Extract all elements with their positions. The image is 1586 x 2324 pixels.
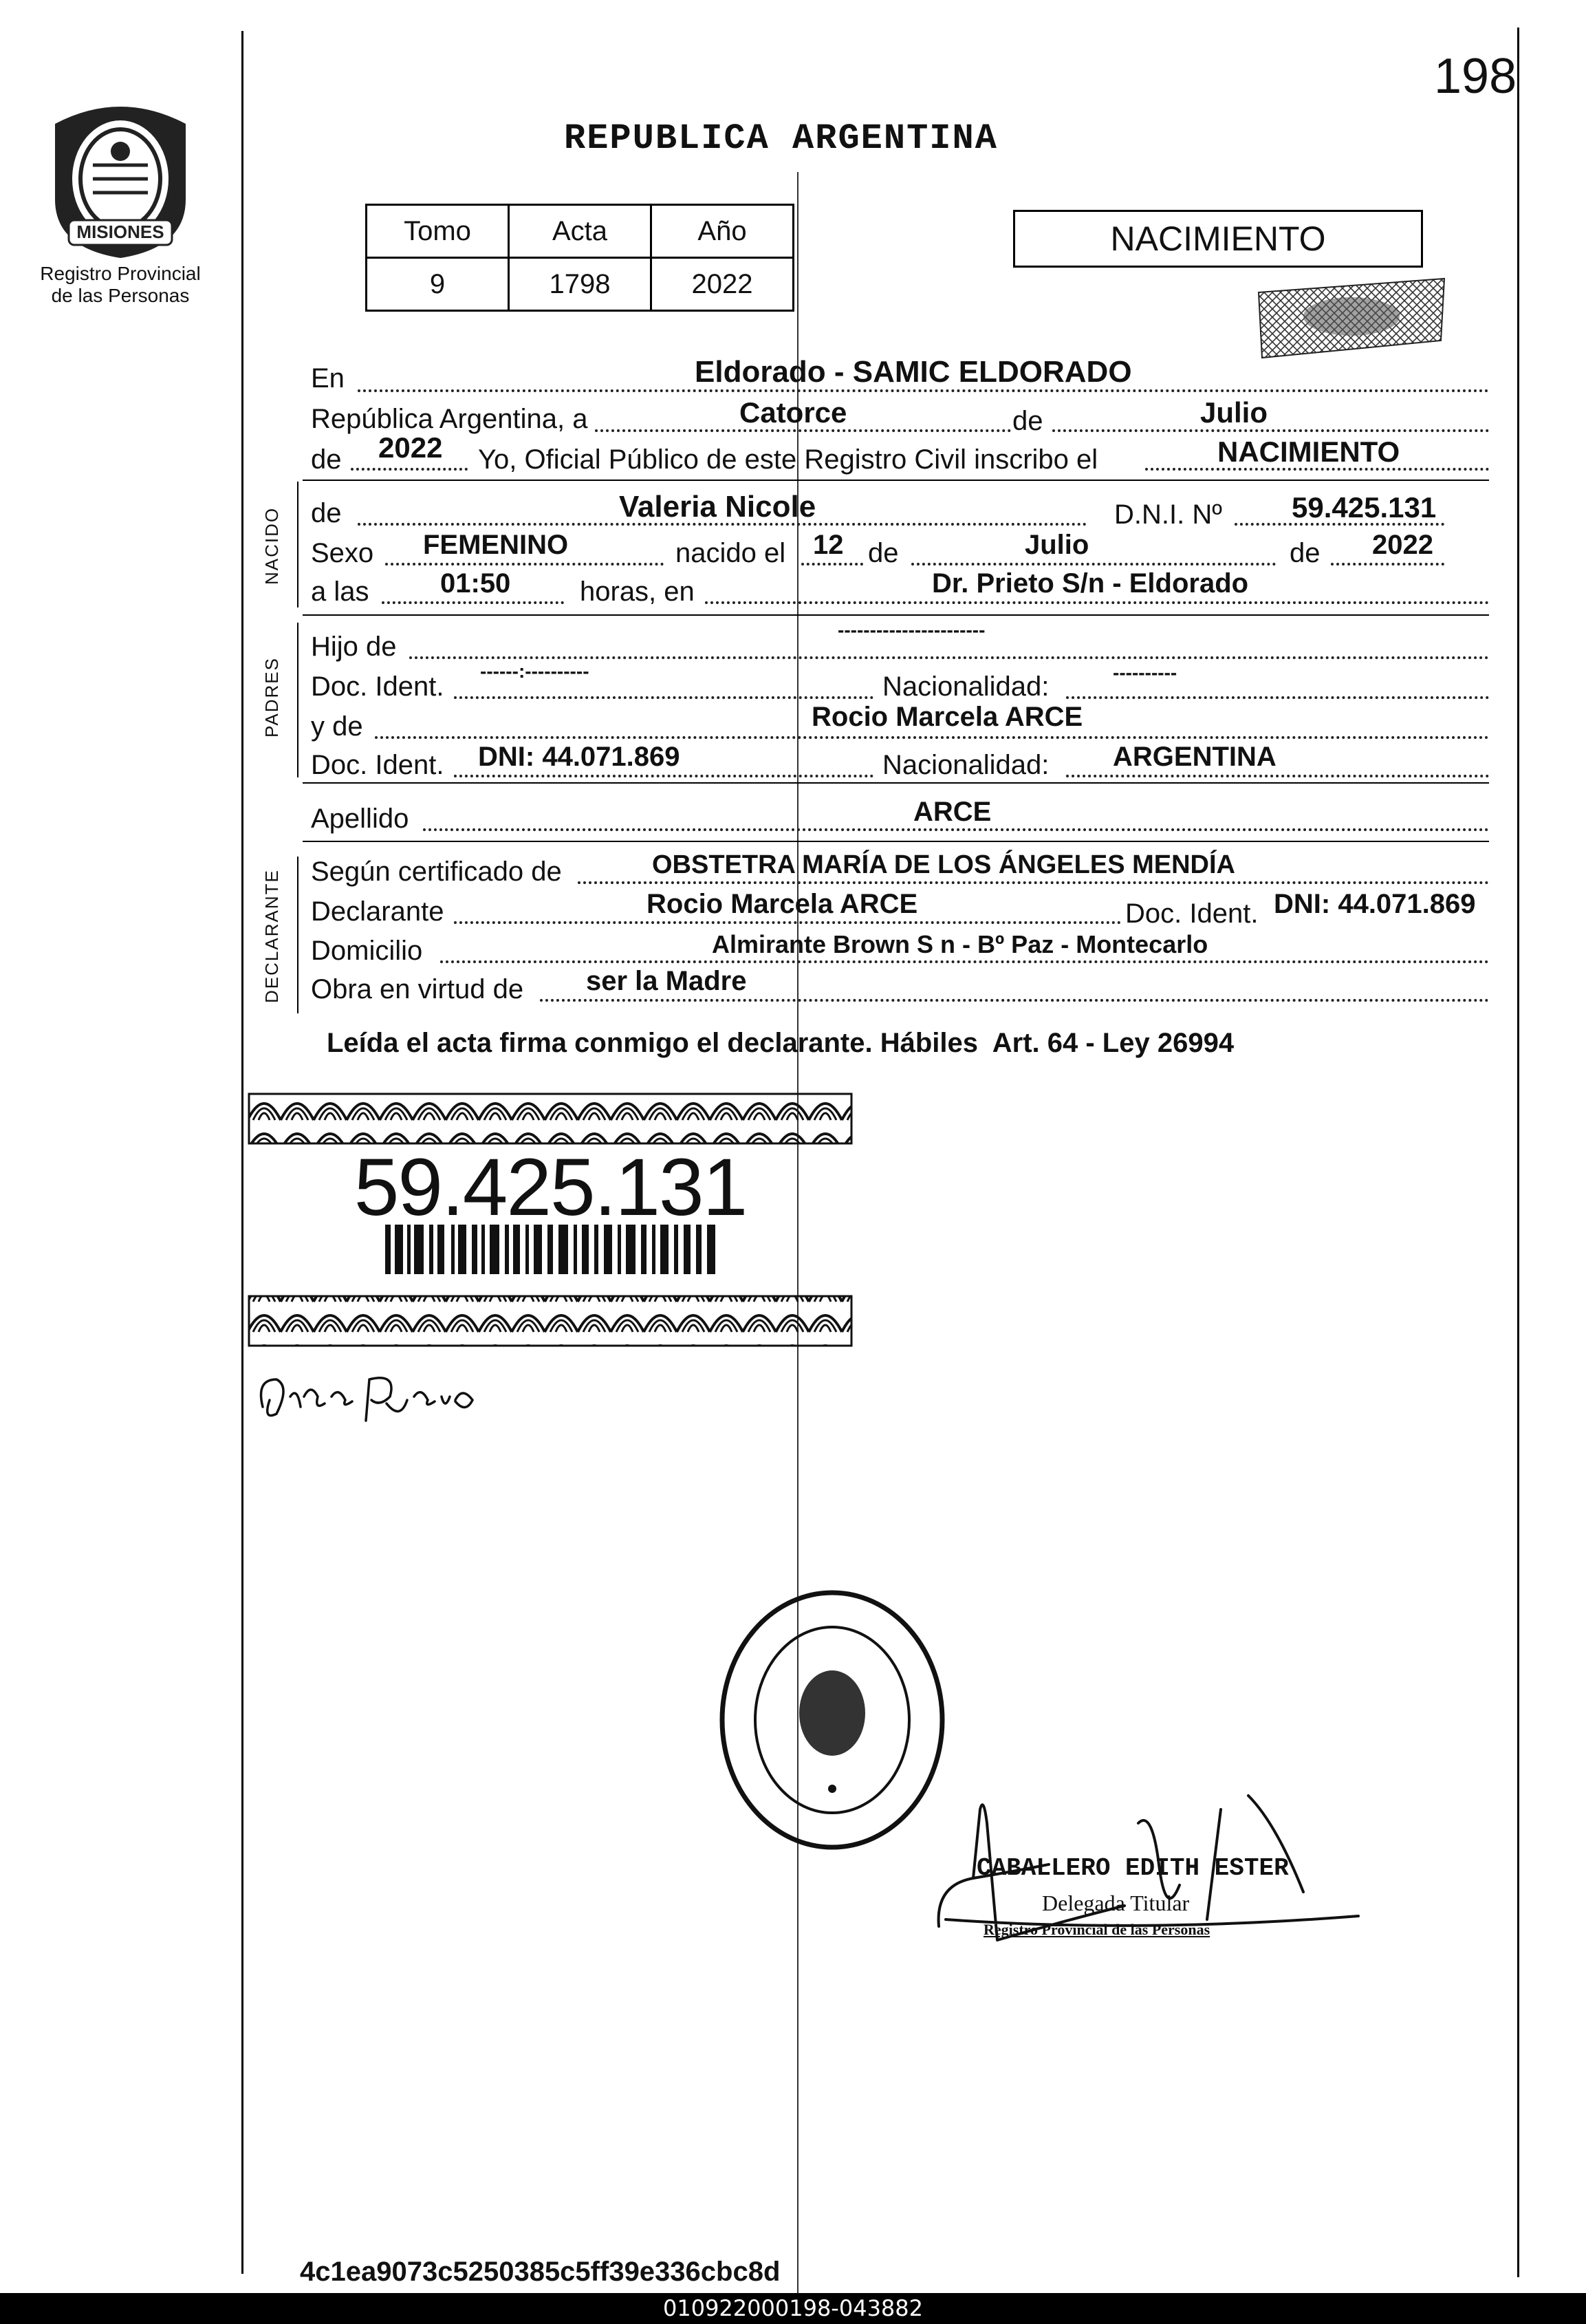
- dotted-line: [911, 563, 1276, 566]
- dni-sticker: [248, 1093, 853, 1354]
- label-horas-en: horas, en: [580, 577, 695, 607]
- table-value-tomo: 9: [367, 258, 509, 311]
- delegate-org: Registro Provincial de las Personas: [984, 1921, 1210, 1938]
- value-sexo: FEMENINO: [423, 530, 569, 560]
- institution-line-1: Registro Provincial: [40, 263, 201, 284]
- label-doc-ident-madre: Doc. Ident.: [311, 750, 444, 780]
- security-hologram: [1252, 272, 1451, 361]
- section-bracket-padres: [297, 623, 298, 777]
- dotted-line: [1066, 775, 1489, 777]
- table-value-anio: 2022: [651, 258, 794, 311]
- value-madre: Rocio Marcela ARCE: [812, 702, 1083, 732]
- dotted-line: [351, 468, 468, 471]
- label-obra-en-virtud: Obra en virtud de: [311, 974, 524, 1004]
- declarante-signature: [249, 1359, 510, 1434]
- value-madre-nac: ARGENTINA: [1113, 742, 1277, 772]
- table-header-tomo: Tomo: [367, 205, 509, 258]
- label-segun-certificado: Según certificado de: [311, 857, 562, 887]
- table-value-acta: 1798: [509, 258, 651, 311]
- scan-id: 010922000198-043882: [662, 2295, 923, 2321]
- dotted-line: [375, 736, 1489, 739]
- label-apellido: Apellido: [311, 804, 409, 834]
- label-de-anio: de: [1290, 538, 1321, 568]
- institution-line-2: de las Personas: [51, 285, 190, 306]
- label-domicilio: Domicilio: [311, 936, 423, 966]
- left-margin-line: [241, 31, 243, 2274]
- value-dia-letras: Catorce: [739, 396, 847, 429]
- value-padre-nac: ----------: [1113, 662, 1177, 683]
- dotted-line: [358, 389, 1489, 392]
- label-dni: D.N.I. Nº: [1114, 499, 1222, 530]
- section-bracket-nacido: [297, 482, 298, 607]
- svg-text:MISIONES: MISIONES: [76, 222, 164, 242]
- section-divider: [303, 782, 1489, 784]
- delegate-name: CABALLERO EDITH ESTER: [977, 1854, 1289, 1882]
- label-declarante: Declarante: [311, 896, 444, 927]
- label-doc-ident-padre: Doc. Ident.: [311, 671, 444, 702]
- value-anio: 2022: [378, 431, 443, 464]
- label-de: de: [1012, 406, 1043, 436]
- dotted-line: [1052, 429, 1489, 432]
- section-bracket-declarante: [297, 857, 298, 1013]
- value-mes-nac: Julio: [1025, 530, 1089, 560]
- section-divider: [303, 841, 1489, 842]
- value-declarante-doc: DNI: 44.071.869: [1274, 889, 1476, 919]
- dotted-line: [454, 921, 1121, 924]
- dotted-line: [409, 656, 1489, 659]
- right-margin-line: [1517, 28, 1519, 2277]
- dotted-line: [385, 563, 664, 566]
- value-nombre: Valeria Nicole: [619, 490, 816, 524]
- value-acto: NACIMIENTO: [1217, 435, 1400, 468]
- value-padre: -----------------------: [838, 619, 986, 641]
- dotted-line: [454, 775, 873, 777]
- value-lugar: Eldorado - SAMIC ELDORADO: [695, 355, 1132, 389]
- document-hash: 4c1ea9073c5250385c5ff39e336cbc8d: [300, 2257, 781, 2287]
- dotted-line: [1066, 696, 1489, 699]
- value-declarante: Rocio Marcela ARCE: [647, 889, 918, 919]
- label-doc-ident-declarante: Doc. Ident.: [1125, 899, 1259, 929]
- closing-statement: Leída el acta firma conmigo el declarante. Hábiles Art. 64 - Ley 26994: [327, 1028, 1235, 1058]
- value-obra: ser la Madre: [586, 966, 747, 996]
- value-anio-nac: 2022: [1372, 530, 1433, 560]
- label-nacido-el: nacido el: [675, 538, 786, 568]
- dotted-line: [705, 601, 1489, 604]
- institution-name: [14, 263, 227, 307]
- dotted-line: [454, 696, 873, 699]
- page-number: 198: [1434, 49, 1517, 104]
- dotted-line: [595, 429, 1011, 432]
- label-de-mes: de: [868, 538, 899, 568]
- label-republica: República Argentina, a: [311, 404, 588, 434]
- label-de-nombre: de: [311, 498, 342, 528]
- table-header-acta: Acta: [509, 205, 651, 258]
- dotted-line: [1331, 563, 1444, 566]
- side-label-nacido: NACIDO: [261, 506, 282, 585]
- side-label-padres: PADRES: [261, 657, 282, 738]
- dotted-line: [578, 881, 1489, 884]
- value-padre-doc: ------:----------: [480, 660, 589, 682]
- label-yo-oficial: Yo, Oficial Público de este Registro Civil inscribo el: [478, 444, 1098, 475]
- label-nacionalidad-padre: Nacionalidad:: [882, 671, 1050, 702]
- value-lugar-nac: Dr. Prieto S/n - Eldorado: [932, 568, 1249, 599]
- dotted-line: [423, 828, 1489, 831]
- value-hora: 01:50: [440, 568, 511, 599]
- side-label-declarante: DECLARANTE: [261, 869, 282, 1003]
- value-dia-nac: 12: [813, 530, 844, 560]
- delegate-role: Delegada Titular: [1042, 1891, 1190, 1915]
- label-nacionalidad-madre: Nacionalidad:: [882, 750, 1050, 780]
- record-table: [365, 204, 794, 312]
- value-dni: 59.425.131: [1292, 491, 1437, 524]
- country-title: REPUBLICA ARGENTINA: [564, 118, 998, 159]
- value-domicilio: Almirante Brown S n - Bº Paz - Montecarlo: [712, 930, 1208, 958]
- value-apellido: ARCE: [913, 797, 992, 827]
- label-a-las: a las: [311, 577, 369, 607]
- value-certificado: OBSTETRA MARÍA DE LOS ÁNGELES MENDÍA: [652, 850, 1235, 879]
- label-de-anio-acto: de: [311, 444, 342, 475]
- table-header-anio: Año: [651, 205, 794, 258]
- label-hijo-de: Hijo de: [311, 632, 397, 662]
- dotted-line: [540, 999, 1489, 1002]
- misiones-seal-logo: [41, 96, 199, 261]
- value-madre-doc: DNI: 44.071.869: [478, 742, 680, 772]
- official-oval-stamp: [705, 1582, 959, 1858]
- label-y-de: y de: [311, 711, 363, 742]
- value-mes: Julio: [1200, 396, 1268, 429]
- label-sexo: Sexo: [311, 538, 374, 568]
- section-divider: [303, 614, 1489, 616]
- dotted-line: [440, 960, 1489, 963]
- record-type-box: NACIMIENTO: [1013, 210, 1423, 268]
- label-en: En: [311, 363, 345, 394]
- sticker-number: 59.425.131: [354, 1142, 747, 1233]
- section-divider: [303, 480, 1489, 481]
- dotted-line: [382, 601, 564, 604]
- dotted-line: [801, 563, 863, 566]
- scan-footer-bar: [0, 2293, 1586, 2324]
